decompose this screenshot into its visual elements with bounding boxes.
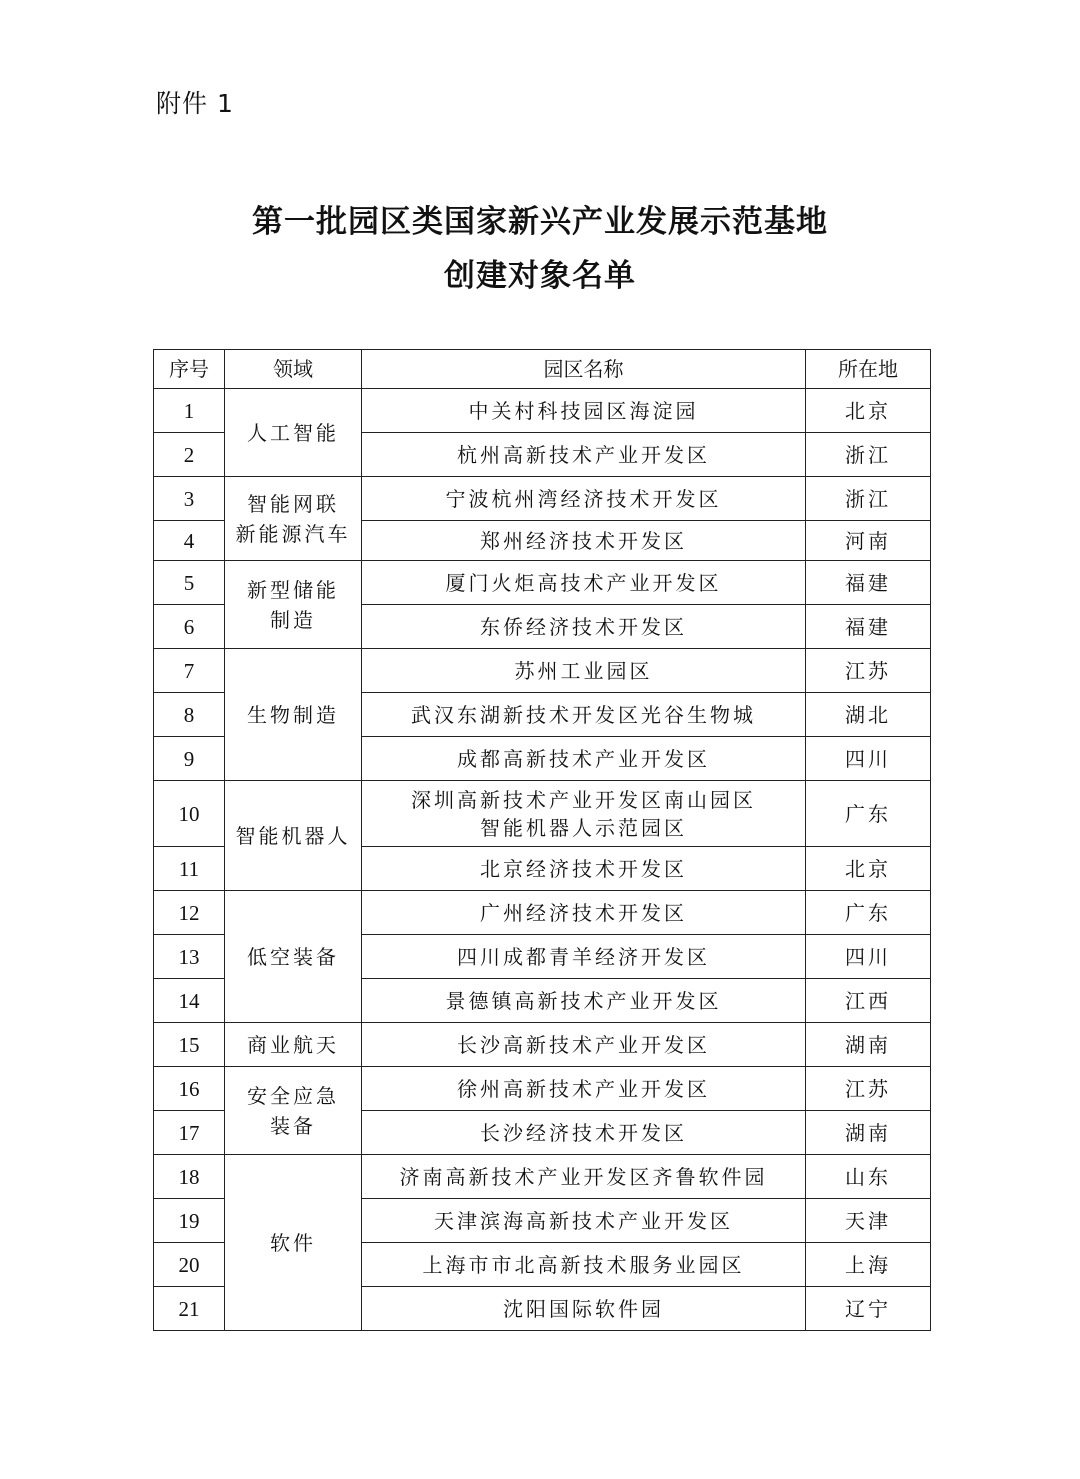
domain-cell xyxy=(225,389,362,477)
park-name-cell xyxy=(362,1243,806,1287)
document-title-line-2: 创建对象名单 xyxy=(444,258,636,294)
row-index: 1 xyxy=(154,389,225,433)
location-cell: 福建 xyxy=(806,605,931,649)
domain-label xyxy=(247,700,339,730)
table-row xyxy=(154,477,931,521)
row-index: 6 xyxy=(154,605,225,649)
table-row xyxy=(154,891,931,935)
domain-cell xyxy=(225,649,362,781)
park-name: 沈阳国际软件园 xyxy=(503,1296,664,1321)
park-name: 天津滨海高新技术产业开发区 xyxy=(434,1208,733,1233)
location-cell: 北京 xyxy=(806,847,931,891)
location-cell: 四川 xyxy=(806,737,931,781)
row-index: 20 xyxy=(154,1243,225,1287)
domain-label xyxy=(270,1228,316,1258)
park-name-cell xyxy=(362,693,806,737)
park-name: 广州经济技术开发区 xyxy=(480,900,687,925)
park-name-cell xyxy=(362,847,806,891)
domain-label-line: 新能源汽车 xyxy=(235,521,351,546)
row-index: 3 xyxy=(154,477,225,521)
location-cell: 江苏 xyxy=(806,649,931,693)
park-name: 北京经济技术开发区 xyxy=(480,856,687,881)
park-name-cell xyxy=(362,1155,806,1199)
row-index: 10 xyxy=(154,781,225,847)
domain-label xyxy=(247,418,339,448)
park-name-cell xyxy=(362,433,806,477)
domain-cell xyxy=(225,891,362,1023)
park-name: 郑州经济技术开发区 xyxy=(480,528,687,553)
domain-label-line: 生物制造 xyxy=(247,702,339,727)
row-index: 8 xyxy=(154,693,225,737)
park-name-cell xyxy=(362,561,806,605)
park-name: 武汉东湖新技术开发区光谷生物城 xyxy=(411,702,756,727)
park-name: 长沙经济技术开发区 xyxy=(480,1120,687,1145)
row-index: 18 xyxy=(154,1155,225,1199)
table-row xyxy=(154,1067,931,1111)
domain-cell xyxy=(225,561,362,649)
park-name-cell xyxy=(362,979,806,1023)
location-cell: 江苏 xyxy=(806,1067,931,1111)
row-index: 7 xyxy=(154,649,225,693)
domain-label xyxy=(247,575,339,635)
park-name-cell xyxy=(362,605,806,649)
park-name-cell xyxy=(362,477,806,521)
park-name: 宁波杭州湾经济技术开发区 xyxy=(445,486,722,511)
location-cell: 广东 xyxy=(806,891,931,935)
domain-cell xyxy=(225,477,362,561)
park-name-cell xyxy=(362,1111,806,1155)
location-cell: 湖南 xyxy=(806,1111,931,1155)
domain-label xyxy=(247,1081,339,1141)
document-title-line-1: 第一批园区类国家新兴产业发展示范基地 xyxy=(252,204,828,240)
park-name: 上海市市北高新技术服务业园区 xyxy=(422,1252,745,1277)
location-cell: 湖北 xyxy=(806,693,931,737)
row-index: 21 xyxy=(154,1287,225,1331)
location-cell: 四川 xyxy=(806,935,931,979)
domain-label-line: 装备 xyxy=(270,1113,316,1138)
row-index: 9 xyxy=(154,737,225,781)
header-park-name: 园区名称 xyxy=(362,350,806,389)
row-index: 5 xyxy=(154,561,225,605)
domain-cell xyxy=(225,1023,362,1067)
park-name-cell xyxy=(362,891,806,935)
row-index: 19 xyxy=(154,1199,225,1243)
park-name-cell xyxy=(362,935,806,979)
location-cell: 湖南 xyxy=(806,1023,931,1067)
row-index: 16 xyxy=(154,1067,225,1111)
domain-cell xyxy=(225,1155,362,1331)
row-index: 11 xyxy=(154,847,225,891)
table-row xyxy=(154,1023,931,1067)
park-name: 四川成都青羊经济开发区 xyxy=(457,944,710,969)
row-index: 17 xyxy=(154,1111,225,1155)
location-cell: 山东 xyxy=(806,1155,931,1199)
table-row xyxy=(154,649,931,693)
header-location: 所在地 xyxy=(806,350,931,389)
domain-label xyxy=(236,821,351,851)
location-cell: 江西 xyxy=(806,979,931,1023)
domain-label-line: 安全应急 xyxy=(247,1083,339,1108)
table-body xyxy=(154,389,931,1331)
location-cell: 北京 xyxy=(806,389,931,433)
location-cell: 天津 xyxy=(806,1199,931,1243)
park-name-cell xyxy=(362,649,806,693)
park-name-cell xyxy=(362,1287,806,1331)
domain-label-line: 新型储能 xyxy=(247,577,339,602)
domain-label-line: 智能机器人 xyxy=(235,823,351,848)
row-index: 13 xyxy=(154,935,225,979)
row-index: 14 xyxy=(154,979,225,1023)
domain-label-line: 人工智能 xyxy=(247,420,339,445)
location-cell: 河南 xyxy=(806,521,931,561)
park-name-cell xyxy=(362,737,806,781)
park-name: 厦门火炬高技术产业开发区 xyxy=(445,570,722,595)
park-roster-table xyxy=(153,349,931,1331)
domain-cell xyxy=(225,1067,362,1155)
park-name: 济南高新技术产业开发区齐鲁软件园 xyxy=(399,1164,768,1189)
park-name-cell xyxy=(362,389,806,433)
park-name-cell xyxy=(362,1067,806,1111)
park-name: 景德镇高新技术产业开发区 xyxy=(445,988,722,1013)
park-name: 长沙高新技术产业开发区 xyxy=(457,1032,710,1057)
park-name-cell xyxy=(362,781,806,847)
location-cell: 福建 xyxy=(806,561,931,605)
park-name: 智能机器人示范园区 xyxy=(480,815,687,840)
location-cell: 广东 xyxy=(806,781,931,847)
domain-label-line: 制造 xyxy=(270,607,316,632)
row-index: 15 xyxy=(154,1023,225,1067)
domain-label xyxy=(247,1030,339,1060)
domain-label-line: 软件 xyxy=(270,1230,316,1255)
park-name-cell xyxy=(362,1023,806,1067)
row-index: 4 xyxy=(154,521,225,561)
location-cell: 浙江 xyxy=(806,433,931,477)
park-name: 杭州高新技术产业开发区 xyxy=(457,442,710,467)
domain-label xyxy=(236,489,351,549)
location-cell: 辽宁 xyxy=(806,1287,931,1331)
table-row xyxy=(154,561,931,605)
row-index: 12 xyxy=(154,891,225,935)
domain-label-line: 商业航天 xyxy=(247,1032,339,1057)
table-header-row xyxy=(154,350,931,389)
header-index: 序号 xyxy=(154,350,225,389)
park-name: 徐州高新技术产业开发区 xyxy=(457,1076,710,1101)
park-name-cell xyxy=(362,521,806,561)
location-cell: 上海 xyxy=(806,1243,931,1287)
table-row xyxy=(154,781,931,847)
park-name: 苏州工业园区 xyxy=(514,658,653,683)
park-name: 深圳高新技术产业开发区南山园区 xyxy=(411,787,756,812)
domain-label-line: 智能网联 xyxy=(247,491,339,516)
park-name-cell xyxy=(362,1199,806,1243)
table-row xyxy=(154,389,931,433)
row-index: 2 xyxy=(154,433,225,477)
park-name: 中关村科技园区海淀园 xyxy=(468,398,699,423)
location-cell: 浙江 xyxy=(806,477,931,521)
attachment-label: 附件 1 xyxy=(156,89,234,118)
park-name: 东侨经济技术开发区 xyxy=(480,614,687,639)
table-row xyxy=(154,1155,931,1199)
domain-label xyxy=(247,942,339,972)
header-domain: 领域 xyxy=(225,350,362,389)
domain-cell xyxy=(225,781,362,891)
park-name: 成都高新技术产业开发区 xyxy=(457,746,710,771)
domain-label-line: 低空装备 xyxy=(247,944,339,969)
